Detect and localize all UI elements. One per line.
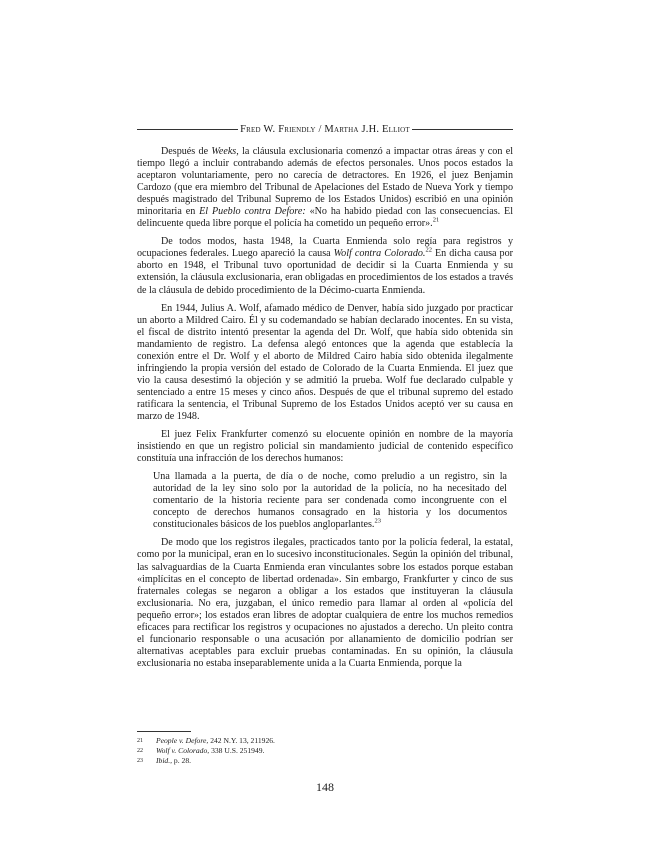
paragraph: De modo que los registros ilegales, practicados tanto por la policía federal, la estatal, como por la municipal, eran en lo sucesivo inconstitucionales. Según la opinión del tribunal, las salvaguardias de la Cuarta Enmienda eran vinculantes sobre los estados porque estaban «implícitas en el concepto de libertad ordenada». Sin embargo, Frankfurter y cinco de sus fraternales colegas se negaron a obligar a los estados que instituyeran la cláusula exclusionaria. No era, juzgaban, el único remedio para llamar al orden al «policía del pequeño error»; los estados eran libres de adoptar cualquiera de entre los muchos remedios eficaces para rectificar los registros y ocupaciones no ajustados a derecho. Un pleito contra el funcionario responsable o una acusación por allanamiento de domicilio podrían ser alternativas aceptables para excluir pruebas contaminadas. En su opinión, la cláusula exclusionaria no estaba inseparablemente unida a la Cuarta Enmienda, porque la: [137, 537, 513, 669]
case-name: Weeks,: [211, 146, 239, 157]
citation-case: Wolf v. Colorado,: [156, 746, 210, 755]
case-name: Wolf contra Colorado.: [333, 248, 426, 260]
footnote-ref: 22: [425, 247, 432, 255]
paragraph: En 1944, Julius A. Wolf, afamado médico de Denver, había sido juzgado por practicar un aborto a Mildred Cairo. Él y su codemandado se habían declarado inocentes. En su vista, el fiscal de distrito intentó presentar la agenda del Dr. Wolf, que había sido obtenida sin mandamiento de registro. La defensa alegó entonces que la agenda que establecía la conexión entre el Dr. Wolf y el aborto de Mildred Cairo había sido obtenida ilegalmente infringiendo la propia versión del estado de Colorado de la Cuarta Enmienda. El juez que vio la causa desestimó la objeción y se admitió la prueba. Wolf fue declarado culpable y sentenciado a entre 15 meses y cinco años. Después de que el tribunal supremo del estado ratificara la sentencia, el Tribunal Supremo de los Estados Unidos aceptó ver su causa en marzo de 1948.: [137, 302, 513, 422]
footnote-ref: 23: [374, 518, 381, 525]
footnote-rule: [137, 731, 191, 732]
citation-case: People v. Defore,: [156, 736, 209, 745]
footnotes: [137, 736, 513, 766]
citation-ref: 242 N.Y. 13, 211926.: [208, 736, 275, 745]
citation-case: Ibid.,: [156, 756, 173, 765]
paragraph: Después de Weeks, la cláusula exclusionaria comenzó a impactar otras áreas y con el tiempo llegó a incluir contrabando además de efectos personales. Unos pocos estados la aceptaron voluntariamente, pero no carecía de detractores. En 1926, el juez Benjamin Cardozo (que era miembro del Tribunal de Apelaciones del Estado de Nueva York y tiempo después magistrado del Tribunal Supremo de los Estados Unidos) escribió en una opinión minoritaria en El Pueblo contra Defore: «No ha habido piedad con las consecuencias. El delincuente queda libre porque el policía ha cometido un pequeño error».$^{21}$: [137, 146, 514, 230]
footnote: [137, 746, 513, 756]
citation-ref: 338 U.S. 251949.: [209, 746, 265, 755]
footnote-ref: 21: [432, 216, 440, 224]
body-text: [137, 146, 513, 676]
running-title: Fred W. Friendly / Martha J.H. Elliot: [240, 123, 410, 135]
header-rule-left: [137, 129, 238, 130]
case-name: El Pueblo contra Defore:: [199, 206, 306, 218]
footnote: [137, 736, 513, 746]
paragraph: El juez Felix Frankfurter comenzó su elocuente opinión en nombre de la mayoría insistiendo en que un registro policial sin mandamiento judicial de contenido específico constituía una infracción de los derechos humanos:: [137, 429, 513, 465]
footnote-number: 21: [137, 738, 143, 744]
running-header: [137, 122, 513, 136]
header-rule-right: [412, 129, 513, 130]
citation-ref: p. 28.: [172, 756, 192, 765]
footnote-number: 23: [137, 758, 143, 764]
block-quote: Una llamada a la puerta, de día o de noche, como preludio a un registro, sin la autoridad de la ley sino solo por la autoridad de la policía, no ha necesitado del comentario de la historia reciente para ser condenada como incongruente con el concepto de derechos humanos consagrado en la historia y los documentos constitucionales básicos de los pueblos angloparlantes.$^{23}$: [153, 471, 507, 531]
footnote-number: 22: [137, 748, 143, 754]
page-number: 148: [316, 780, 334, 794]
footnote: [137, 756, 513, 766]
paragraph: De todos modos, hasta 1948, la Cuarta Enmienda solo regía para registros y ocupaciones federales. Luego apareció la causa Wolf contra Colorado.$^{22}$ En dicha causa por aborto en 1948, el Tribunal tuvo oportunidad de decidir si la Cuarta Enmienda y su extensión, la cláusula exclusionaria, eran obligadas en procedimientos de los estados a través de la cláusula de debido procedimiento de la Décimo-cuarta Enmienda.: [137, 236, 514, 296]
